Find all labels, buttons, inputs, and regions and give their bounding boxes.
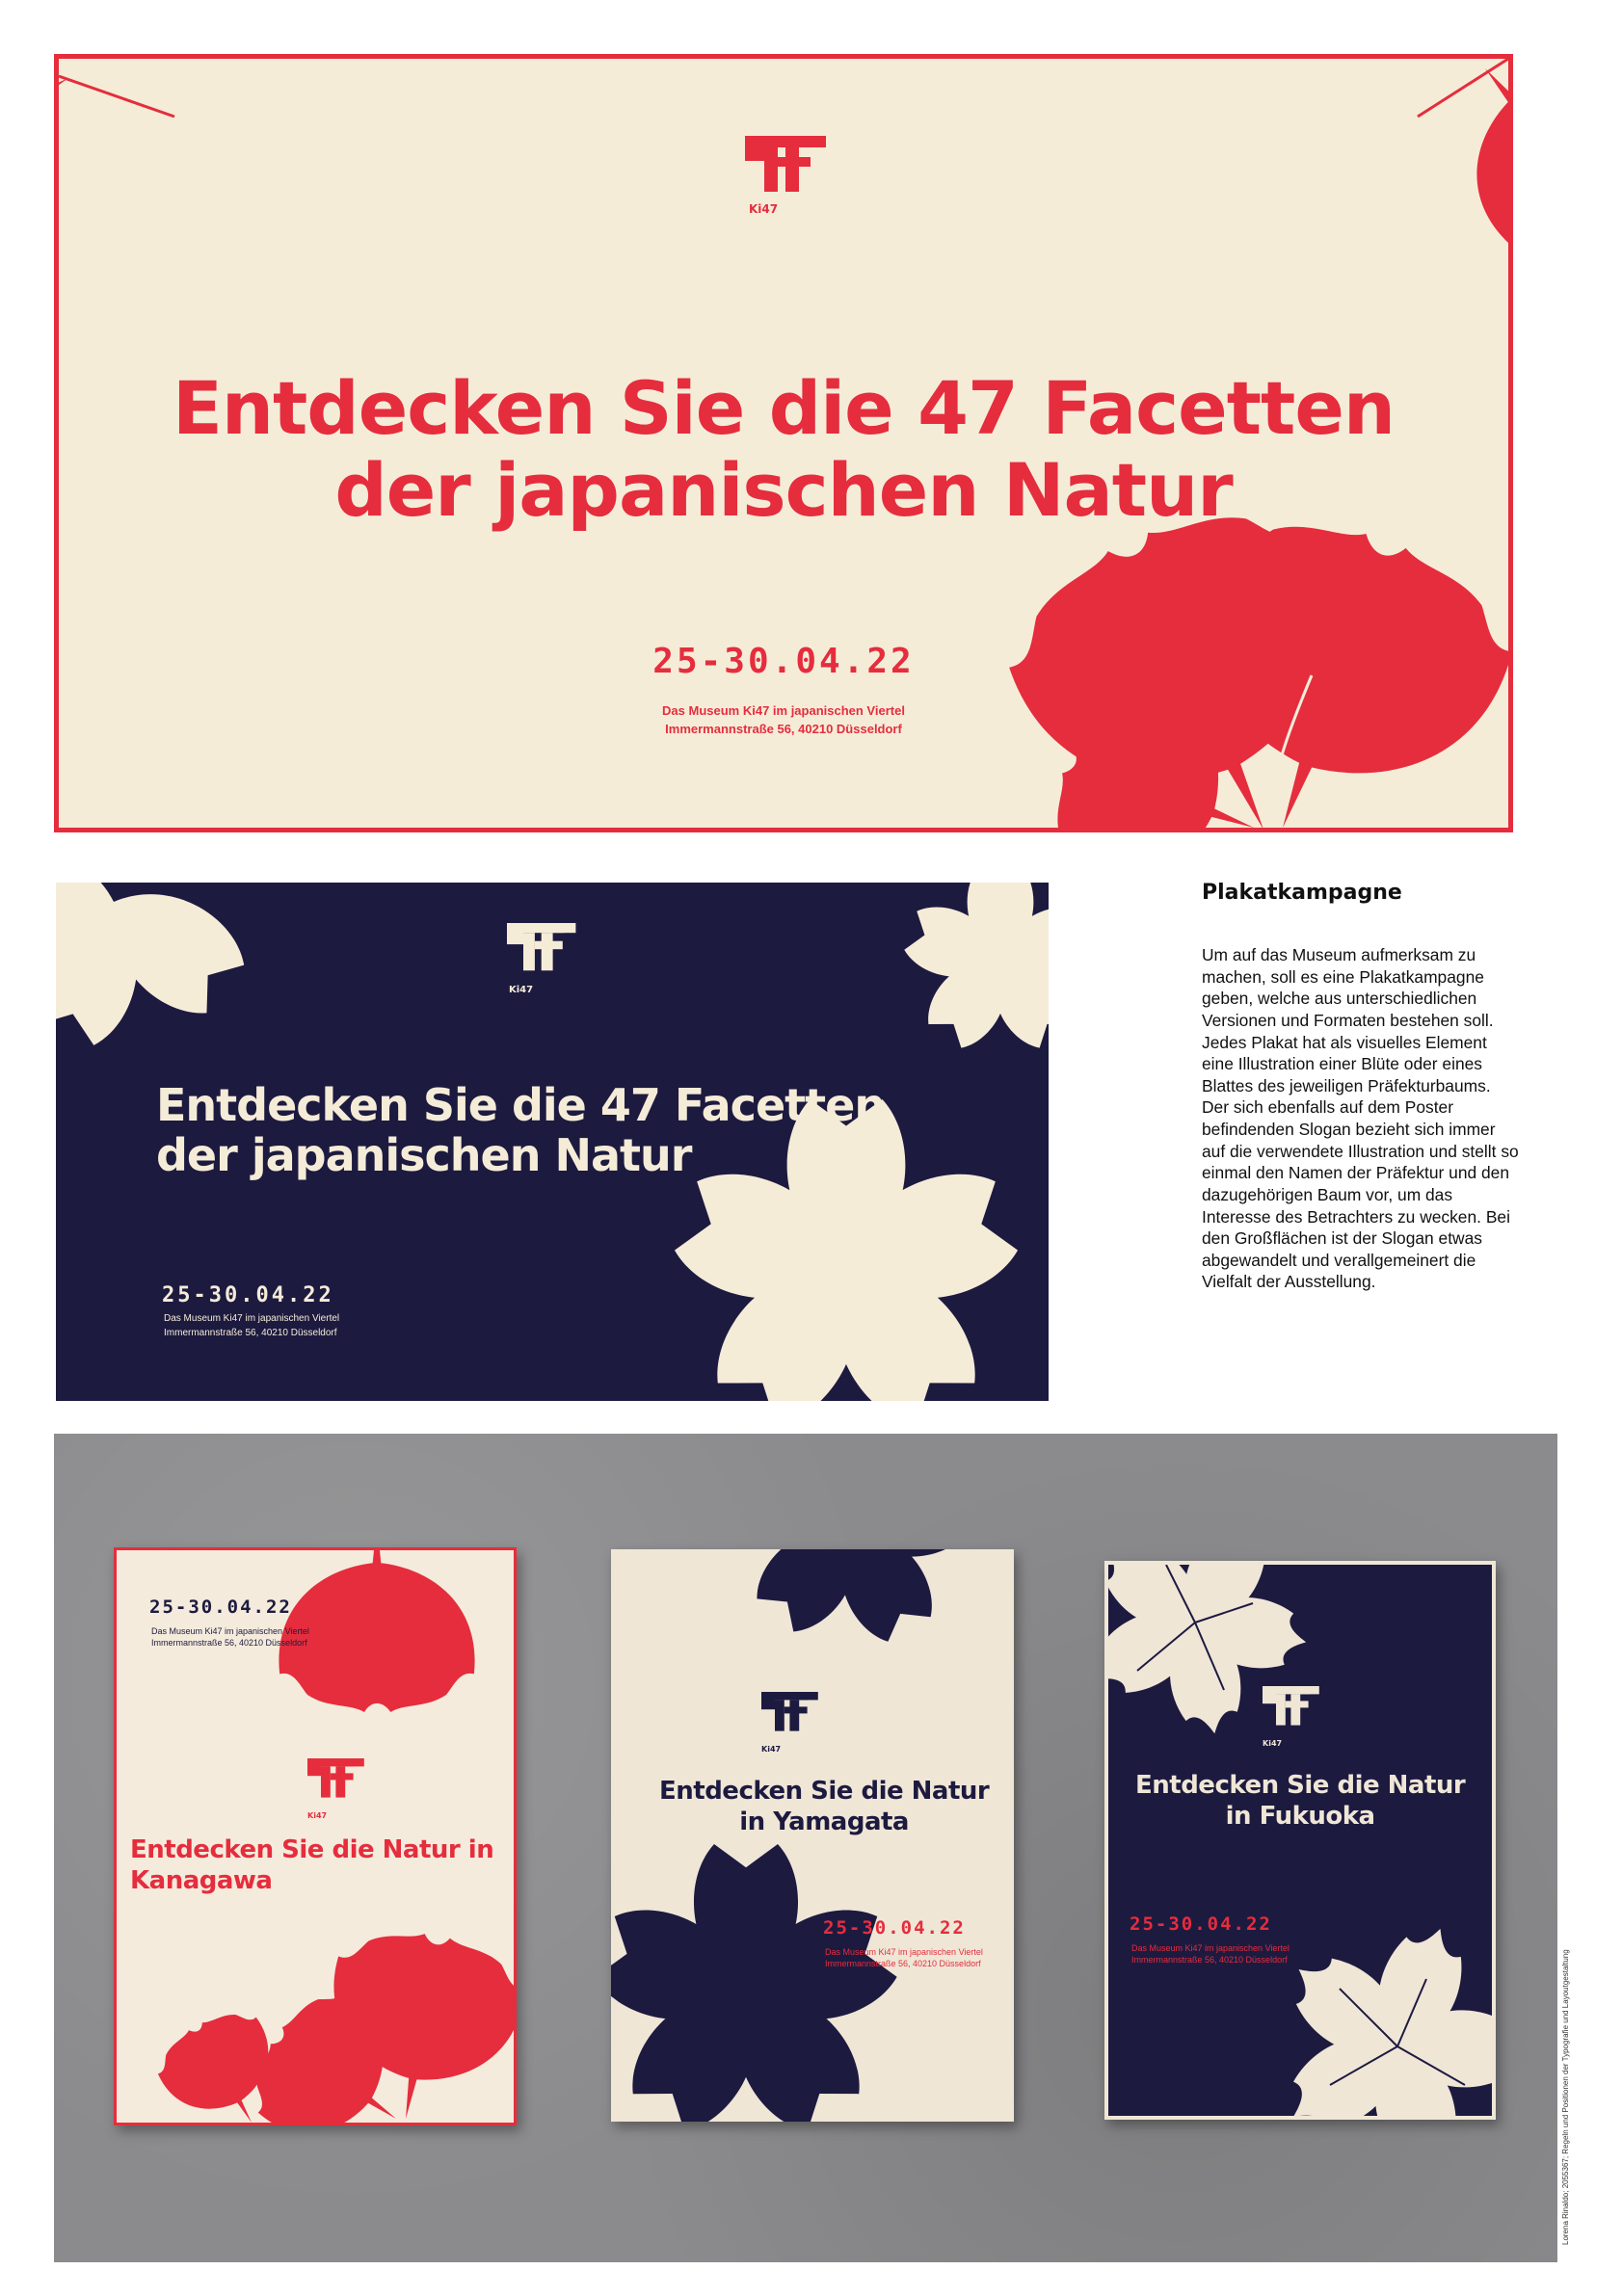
author-credit: Lorena Rinaldo; 2055367; Regeln und Positionen der Typografie und Layoutgestaltung [1561, 1949, 1570, 2245]
address-line-1: Das Museum Ki47 im japanischen Viertel [662, 703, 905, 718]
description-title: Plakatkampagne [1202, 881, 1402, 905]
logo-sub: Ki47 [509, 985, 534, 995]
ki47-logo [307, 1758, 375, 1826]
headline-line-2: der japanischen Natur [334, 447, 1233, 534]
poster-large-ginkgo [54, 54, 1513, 832]
mockup-address [151, 1625, 309, 1649]
poster-wide-address [164, 1312, 339, 1340]
ki47-logo [1263, 1686, 1330, 1754]
logo-sub: Ki47 [1263, 1739, 1283, 1748]
mockup-headline [659, 1777, 989, 1837]
azalea-flower-icon [1108, 1565, 1492, 2116]
address-line-1: Das Museum Ki47 im japanischen Viertel [164, 1313, 340, 1324]
ki47-logo [507, 923, 584, 1000]
address-line-1: Das Museum Ki47 im japanischen Viertel [151, 1626, 309, 1636]
address-line-1: Das Museum Ki47 im japanischen Viertel [825, 1947, 983, 1957]
address-line-2: Immermannstraße 56, 40210 Düsseldorf [665, 721, 902, 736]
poster-large-date: 25-30.04.22 [652, 642, 915, 681]
headline-line-2: in Yamagata [739, 1807, 909, 1836]
mockup-date: 25-30.04.22 [823, 1917, 966, 1939]
address-line-2: Immermannstraße 56, 40210 Düsseldorf [151, 1638, 307, 1649]
mockup-date: 25-30.04.22 [1130, 1913, 1272, 1935]
address-line-1: Das Museum Ki47 im japanischen Viertel [1131, 1943, 1290, 1953]
poster-large-address [59, 702, 1508, 739]
ki47-logo [761, 1692, 829, 1759]
mockup-poster-fukuoka [1104, 1561, 1496, 2120]
headline-line-1: Entdecken Sie die Natur [1135, 1771, 1466, 1800]
mockup-address [825, 1946, 983, 1969]
address-line-2: Immermannstraße 56, 40210 Düsseldorf [164, 1327, 337, 1338]
mockup-headline [130, 1835, 493, 1896]
logo-sub: Ki47 [307, 1811, 328, 1820]
mockup-address [1131, 1942, 1290, 1966]
mockup-headline [1135, 1771, 1465, 1832]
headline-line-2: Kanagawa [130, 1865, 273, 1895]
logo-sub: Ki47 [761, 1745, 782, 1754]
headline-line-2: in Fukuoka [1225, 1801, 1375, 1831]
poster-wide-date: 25-30.04.22 [162, 1283, 334, 1307]
description-body: Um auf das Museum aufmerksam zu machen, soll es eine Plakatkampagne geben, welche aus unterschiedlichen Versionen und Formaten bestehen soll. Jedes Plakat hat als visuelles Element eine Illustration einer Blüte oder eines Blattes des jeweiligen Präfekturbaums. Der sich ebenfalls auf dem Poster befindenden Slogan bezieht sich immer auf die verwendete Illustration und stellt so einmal den Namen der Präfektur und den dazugehörigen Baum vor, um das Interesse des Betrachters zu wecken. Bei den Großflächen ist der Slogan etwas abgewandelt und verallgemeinert die Vielfalt der Ausstellung. [1202, 945, 1519, 1292]
poster-wide-blossom [56, 883, 1049, 1401]
mockup-poster-kanagawa [114, 1547, 517, 2125]
address-line-2: Immermannstraße 56, 40210 Düsseldorf [1131, 1955, 1288, 1966]
poster-large-headline [59, 365, 1508, 534]
wall-mockup [54, 1434, 1557, 2262]
ki47-logo [745, 136, 832, 223]
mockup-poster-yamagata [611, 1549, 1014, 2122]
headline-line-1: Entdecken Sie die 47 Facetten [156, 1079, 886, 1131]
headline-line-1: Entdecken Sie die 47 Facetten [172, 365, 1396, 451]
headline-line-1: Entdecken Sie die Natur [659, 1777, 990, 1806]
logo-sub: Ki47 [749, 202, 779, 216]
headline-line-2: der japanischen Natur [156, 1128, 692, 1181]
address-line-2: Immermannstraße 56, 40210 Düsseldorf [825, 1959, 981, 1969]
mockup-date: 25-30.04.22 [149, 1597, 292, 1618]
headline-line-1: Entdecken Sie die Natur in [130, 1835, 494, 1864]
poster-wide-headline [156, 1081, 885, 1180]
